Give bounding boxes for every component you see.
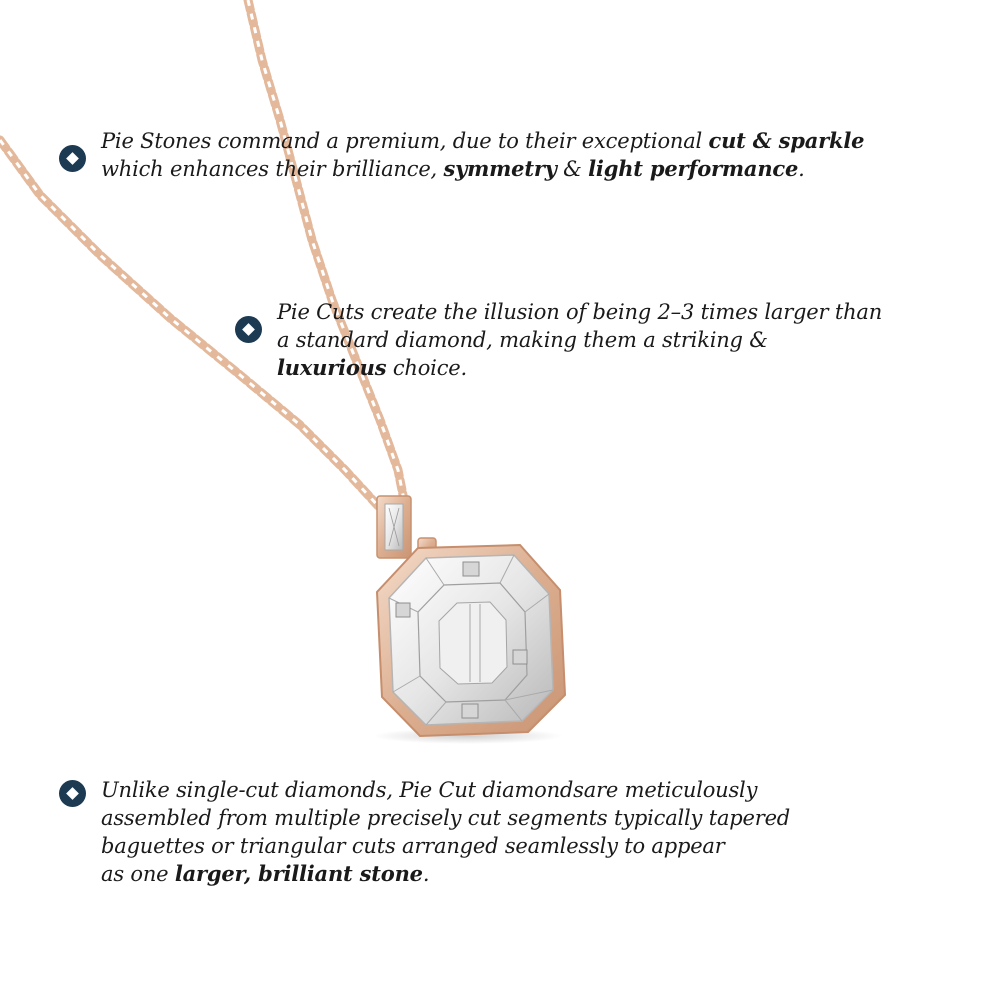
feature-segment: a standard diamond, making them a striking & <box>277 328 768 352</box>
feature-segment: Unlike single-cut diamonds, Pie Cut diamondsare meticulously <box>101 778 758 802</box>
feature-line <box>101 155 864 183</box>
feature-segment: baguettes or triangular cuts arranged seamlessly to appear <box>101 834 725 858</box>
feature-highlight: larger, brilliant stone <box>174 861 423 886</box>
feature-segment: . <box>798 157 805 181</box>
feature-segment: which enhances their brilliance, <box>101 157 444 181</box>
feature-segment: as one <box>101 862 175 886</box>
feature-line <box>277 326 882 354</box>
feature-segment: & <box>556 157 589 181</box>
feature-cut-sparkle <box>59 127 864 183</box>
feature-larger-illusion <box>235 298 882 382</box>
feature-line <box>277 298 882 326</box>
feature-segment: assembled from multiple precisely cut segments typically tapered <box>101 806 791 830</box>
feature-line <box>101 832 790 860</box>
feature-line <box>101 860 790 888</box>
feature-line <box>277 354 882 382</box>
feature-text <box>277 298 882 382</box>
feature-highlight: cut & sparkle <box>708 128 865 153</box>
pendant-frame <box>377 545 565 736</box>
feature-line <box>101 127 864 155</box>
feature-line <box>101 804 790 832</box>
diamond-bullet-icon <box>235 316 262 343</box>
feature-segment: . <box>422 862 430 886</box>
feature-text <box>101 127 864 183</box>
feature-segment: Pie Cuts create the illusion of being 2–3 times larger than <box>277 300 883 324</box>
feature-line <box>101 776 790 804</box>
feature-highlight: symmetry <box>443 156 557 181</box>
feature-highlight: light performance <box>588 156 799 181</box>
chain-right <box>248 0 405 505</box>
feature-segment: Pie Stones command a premium, due to their exceptional <box>101 129 709 153</box>
feature-assembled-segments <box>59 776 790 888</box>
feature-text <box>101 776 790 888</box>
diamond-bullet-icon <box>59 780 86 807</box>
feature-highlight: luxurious <box>277 355 387 380</box>
diamond-bullet-icon <box>59 145 86 172</box>
feature-segment: choice. <box>386 356 467 380</box>
